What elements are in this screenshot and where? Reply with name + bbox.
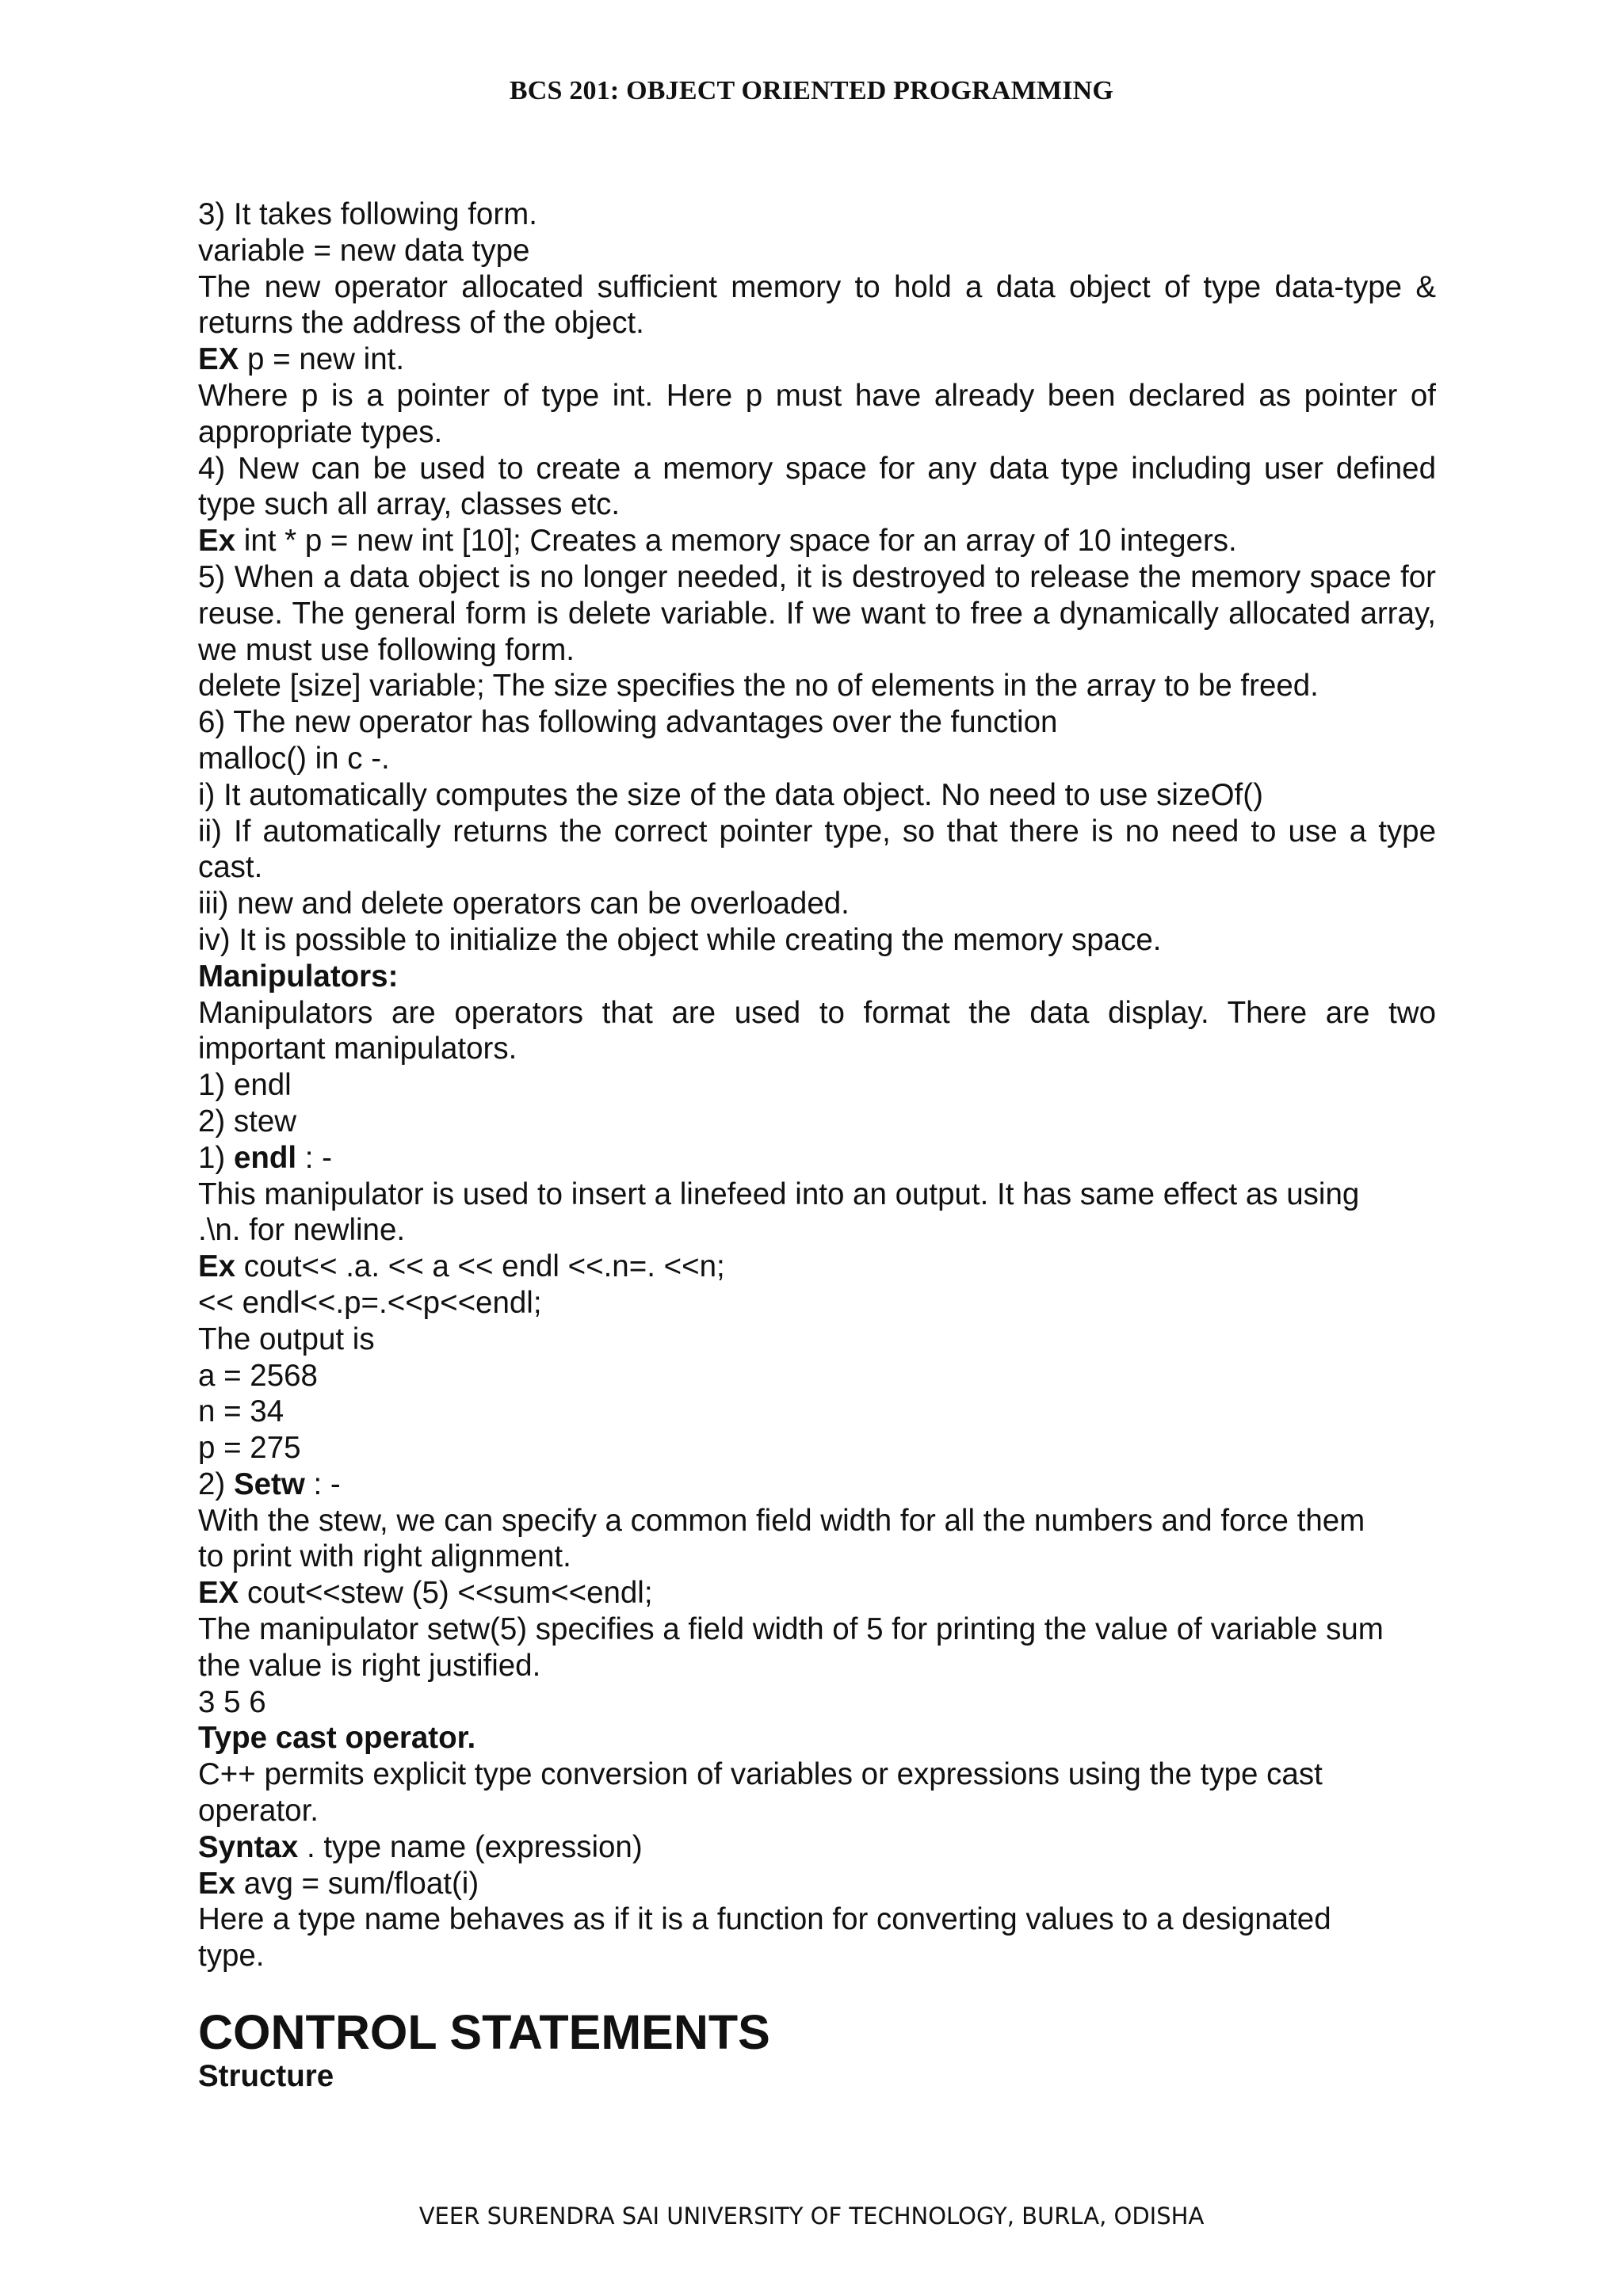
list-item: iii) new and delete operators can be overloaded.	[198, 887, 850, 921]
paragraph: Where p is a pointer of type int. Here p must have already been declared as pointer of appropriate types.	[198, 378, 1436, 449]
example-keyword: Ex	[198, 524, 236, 559]
output-line: n = 34	[198, 1394, 285, 1429]
text-line: Here a type name behaves as if it is a function for converting values to a designated	[198, 1902, 1331, 1937]
list-item: iv) It is possible to initialize the object while creating the memory space.	[198, 922, 1162, 957]
section-heading-manipulators: Manipulators:	[198, 959, 399, 994]
syntax-text: . type name (expression)	[298, 1829, 643, 1864]
example-keyword: EX	[198, 1576, 239, 1611]
paragraph: 4) New can be used to create a memory space for any data type including user defined type such all array, classes etc.	[198, 451, 1436, 522]
text-line: This manipulator is used to insert a linefeed into an output. It has same effect as using	[198, 1177, 1360, 1211]
text-line: variable = new data type	[198, 233, 530, 268]
example-keyword: EX	[198, 342, 239, 377]
page-content	[198, 196, 1436, 2095]
text-line: C++ permits explicit type conversion of variables or expressions using the type cast	[198, 1757, 1323, 1792]
example-keyword: Ex	[198, 1866, 236, 1901]
text-line: The manipulator setw(5) specifies a field width of 5 for printing the value of variable sum	[198, 1612, 1384, 1647]
output-line: p = 275	[198, 1431, 301, 1466]
section-heading-type-cast: Type cast operator.	[198, 1721, 476, 1756]
example-code: p = new int.	[239, 342, 405, 377]
chapter-heading-control-statements: CONTROL STATEMENTS	[198, 2005, 770, 2060]
subheading-number: 2)	[198, 1466, 234, 1501]
example-code: cout<<stew (5) <<sum<<endl;	[239, 1576, 653, 1611]
subheading-keyword: endl	[233, 1140, 297, 1175]
example-line	[198, 1249, 1436, 1285]
example-line	[198, 523, 1436, 559]
list-item: i) It automatically computes the size of the data object. No need to use sizeOf()	[198, 777, 1263, 812]
example-line	[198, 341, 1436, 378]
subheading-suffix: : -	[304, 1466, 341, 1501]
text-line: The output is	[198, 1322, 375, 1356]
code-line: << endl<<.p=.<<p<<endl;	[198, 1285, 542, 1320]
section-heading-structure: Structure	[198, 2059, 334, 2094]
output-line: a = 2568	[198, 1358, 318, 1393]
paragraph: 5) When a data object is no longer needed, it is destroyed to release the memory space for reuse. The general form is delete variable. If we want to free a dynamically allocated array, we must use following form.	[198, 559, 1436, 667]
example-line	[198, 1866, 1436, 1902]
text-line: operator.	[198, 1794, 319, 1829]
text-line: 3) It takes following form.	[198, 197, 537, 231]
list-item: 1) endl	[198, 1068, 292, 1103]
subheading-number: 1)	[198, 1140, 234, 1175]
text-line: type.	[198, 1939, 265, 1974]
text-line: .\n. for newline.	[198, 1213, 406, 1248]
text-line: With the stew, we can specify a common field width for all the numbers and force them	[198, 1503, 1365, 1538]
text-line: 6) The new operator has following advantages over the function	[198, 705, 1058, 740]
subheading-suffix: : -	[296, 1140, 333, 1175]
example-line	[198, 1575, 1436, 1611]
list-item: 2) stew	[198, 1104, 297, 1138]
subheading-setw	[198, 1466, 1436, 1503]
text-line: malloc() in c -.	[198, 741, 390, 776]
paragraph: Manipulators are operators that are used to format the data display. There are two important manipulators.	[198, 995, 1436, 1066]
subheading-keyword: Setw	[233, 1466, 305, 1501]
list-item: ii) If automatically returns the correct pointer type, so that there is no need to use a type cast.	[198, 814, 1436, 885]
example-code: cout<< .a. << a << endl <<.n=. <<n;	[235, 1249, 725, 1284]
example-code: avg = sum/float(i)	[235, 1866, 479, 1901]
example-code: int * p = new int [10]; Creates a memory space for an array of 10 integers.	[235, 524, 1237, 559]
page-footer: VEER SURENDRA SAI UNIVERSITY OF TECHNOLOGY, BURLA, ODISHA	[418, 2203, 1205, 2229]
text-line: to print with right alignment.	[198, 1539, 571, 1574]
output-line: 3 5 6	[198, 1684, 266, 1719]
syntax-keyword: Syntax	[198, 1829, 299, 1864]
text-line: delete [size] variable; The size specifies the no of elements in the array to be freed.	[198, 669, 1319, 704]
syntax-line	[198, 1829, 1436, 1866]
subheading-endl	[198, 1140, 1436, 1177]
example-keyword: Ex	[198, 1249, 236, 1284]
paragraph: The new operator allocated sufficient memory to hold a data object of type data-type & returns the address of the object.	[198, 269, 1436, 341]
text-line: the value is right justified.	[198, 1648, 541, 1683]
page-header: BCS 201: OBJECT ORIENTED PROGRAMMING	[509, 76, 1114, 105]
